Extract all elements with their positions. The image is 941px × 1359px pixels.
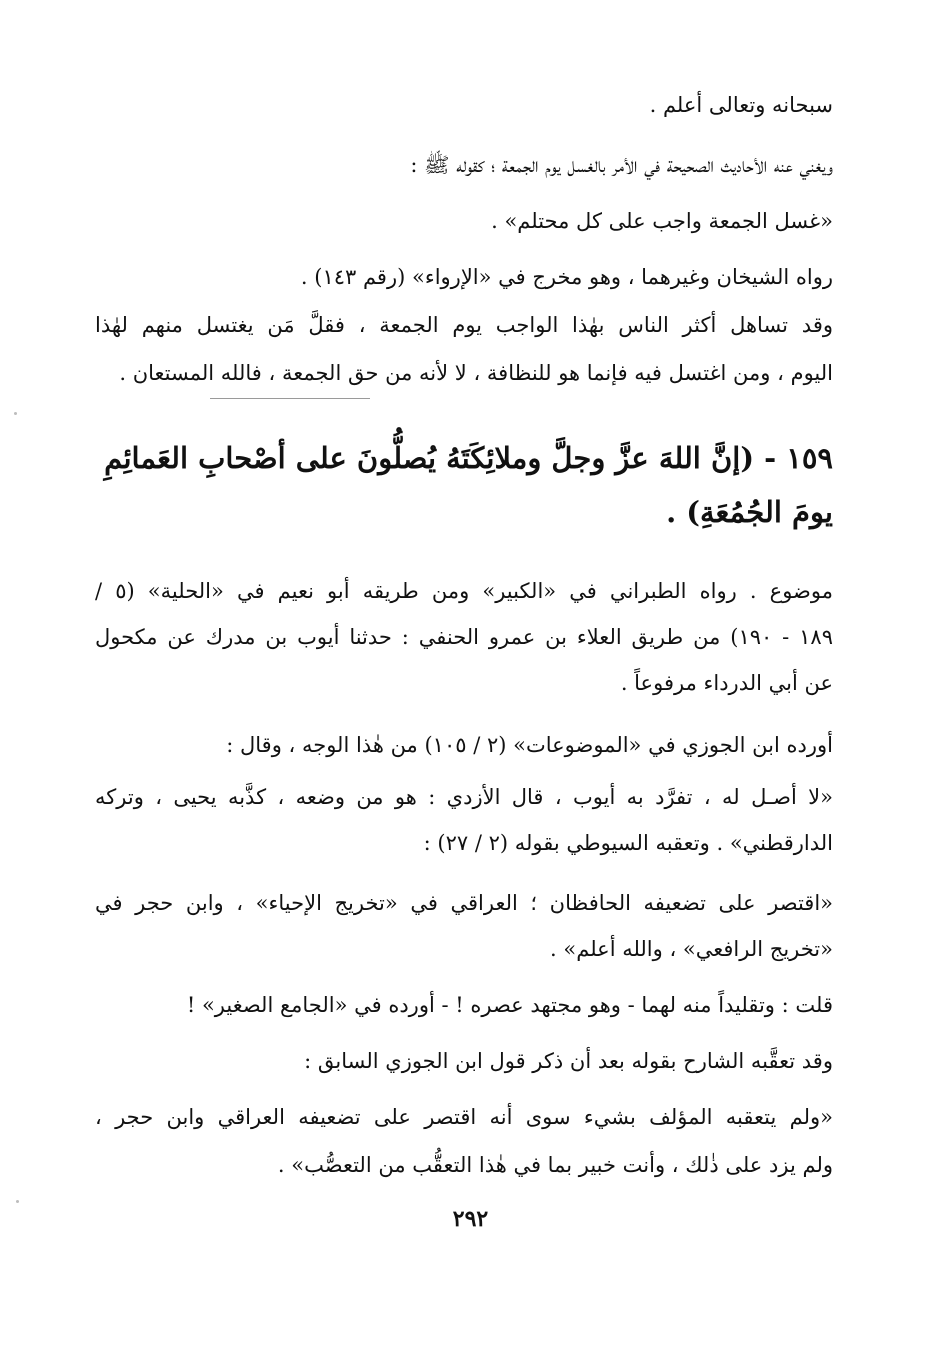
quote-line: «اقتصر على تضعيفه الحافظان ؛ العراقي في «تخريج الإحياء» ، وابن حجر في <box>95 891 833 915</box>
text-line: قلت : وتقليداً منه لهما - وهو مجتهد عصره ! - أورده في «الجامع الصغير» ! <box>186 993 833 1017</box>
hadith-heading: ١٥٩ - (إنَّ اللهَ عزَّ وجلَّ وملائِكَتَهُ يُصلُّونَ على أصْحابِ العَمائِمِ <box>104 441 833 475</box>
quote-line: «ولم يتعقبه المؤلف بشيء سوى أنه اقتصر على تضعيفه العراقي وابن حجر ، <box>95 1105 833 1129</box>
text-line: عن أبي الدرداء مرفوعاً . <box>620 671 833 695</box>
quote-line: ولم يزد على ذٰلك ، وأنت خبير بما في هٰذا التعقُّب من التعصُّب» . <box>277 1153 833 1177</box>
text-line: الدارقطني» . وتعقبه السيوطي بقوله (٢ / ٢٧) : <box>423 831 833 855</box>
text-line: سبحانه وتعالى أعلم . <box>649 93 833 117</box>
text-line: ويغني عنه الأحاديث الصحيحة في الأمر بالغسل يوم الجمعة ؛ كقوله ﷺ : <box>410 153 833 177</box>
scan-speck <box>14 412 17 415</box>
text-line: موضوع . رواه الطبراني في «الكبير» ومن طريقه أبو نعيم في «الحلية» (٥ / <box>95 579 833 603</box>
quote-line: «تخريج الرافعي» ، والله أعلم» . <box>550 937 833 961</box>
hadith-quote: «غسل الجمعة واجب على كل محتلم» . <box>491 209 833 233</box>
text-line: «لا أصـل له ، تفرَّد به أيوب ، قال الأزدي : هو من وضعه ، كذَّبه يحيى ، وتركه <box>95 785 833 809</box>
text-line: اليوم ، ومن اغتسل فيه فإنما هو للنظافة ، لا لأنه من حق الجمعة ، فالله المستعان . <box>119 361 833 385</box>
text-line: ١٨٩ - ١٩٠) من طريق العلاء بن عمرو الحنفي : حدثنا أيوب بن مدرك عن مكحول <box>95 625 833 649</box>
scan-speck <box>16 1200 19 1203</box>
text-line: وقد تساهل أكثر الناس بهٰذا الواجب يوم الجمعة ، فقلَّ مَن يغتسل منهم لهٰذا <box>95 313 833 337</box>
hadith-heading: يومَ الجُمُعَةِ) . <box>666 495 833 529</box>
scan-smudge <box>210 398 370 399</box>
text-line: أورده ابن الجوزي في «الموضوعات» (٢ / ١٠٥) من هٰذا الوجه ، وقال : <box>226 733 833 757</box>
text-line: رواه الشيخان وغيرهما ، وهو مخرج في «الإرواء» (رقم ١٤٣) . <box>300 265 833 289</box>
page-number: ٢٩٢ <box>452 1206 489 1232</box>
text-line: وقد تعقَّبه الشارح بقوله بعد أن ذكر قول ابن الجوزي السابق : <box>304 1049 833 1073</box>
